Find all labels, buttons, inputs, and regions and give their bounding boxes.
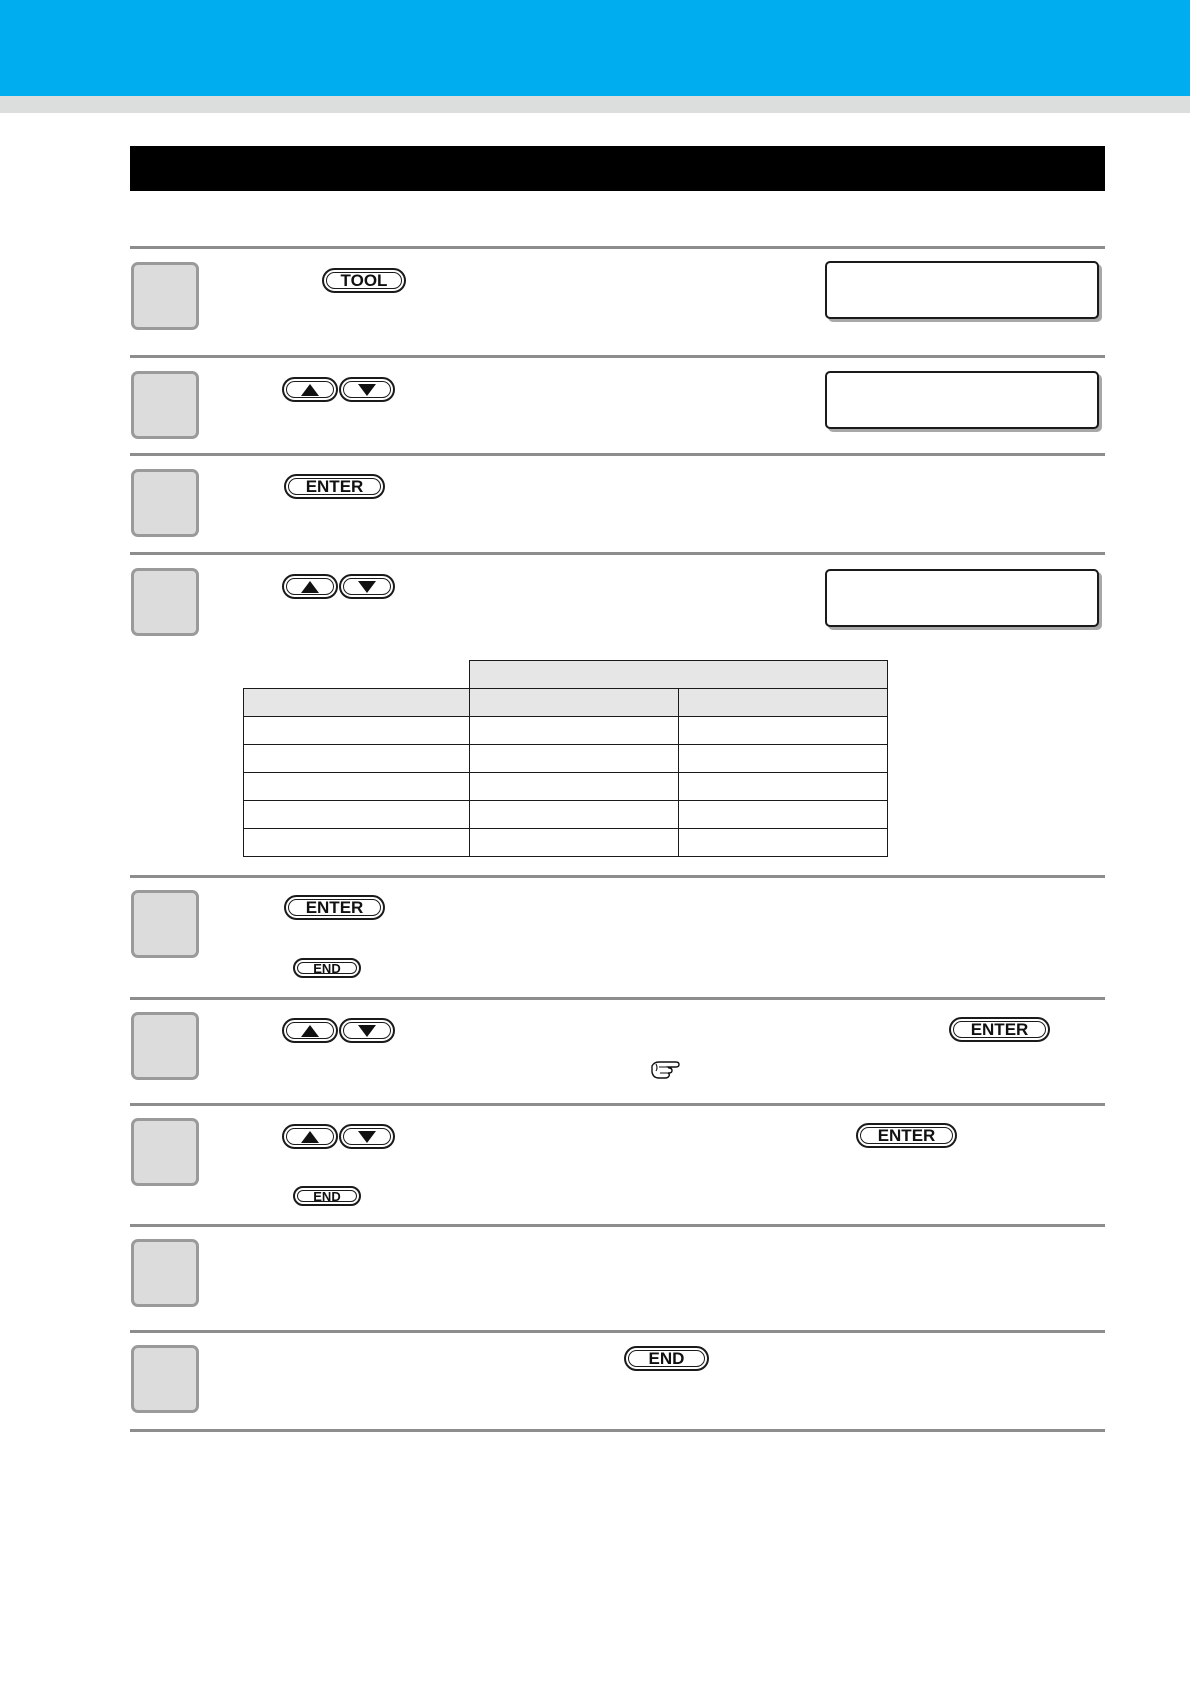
down-key[interactable] bbox=[339, 377, 395, 402]
header-band bbox=[0, 0, 1190, 96]
step-divider bbox=[130, 997, 1105, 1000]
step-number-box bbox=[131, 1118, 199, 1186]
down-key[interactable] bbox=[339, 1018, 395, 1043]
enter-key[interactable] bbox=[949, 1017, 1050, 1042]
lcd-display bbox=[825, 261, 1099, 319]
up-key[interactable] bbox=[282, 377, 338, 402]
table-cell bbox=[244, 661, 470, 689]
end-key[interactable] bbox=[624, 1346, 709, 1371]
table-row bbox=[244, 773, 888, 801]
step-number-box bbox=[131, 469, 199, 537]
table-row bbox=[244, 801, 888, 829]
table-row bbox=[244, 717, 888, 745]
step-divider bbox=[130, 552, 1105, 555]
down-key[interactable] bbox=[339, 574, 395, 599]
lcd-display bbox=[825, 569, 1099, 627]
triangle-down-icon bbox=[358, 581, 376, 593]
triangle-up-icon bbox=[301, 1025, 319, 1037]
enter-key-label: ENTER bbox=[305, 476, 364, 496]
up-key[interactable] bbox=[282, 574, 338, 599]
step-divider bbox=[130, 875, 1105, 878]
section-title-bar bbox=[130, 146, 1105, 191]
triangle-down-icon bbox=[358, 384, 376, 396]
enter-key[interactable] bbox=[284, 895, 385, 920]
triangle-up-icon bbox=[301, 1131, 319, 1143]
end-key[interactable] bbox=[293, 958, 361, 978]
step-number-box bbox=[131, 568, 199, 636]
end-key-label: END bbox=[313, 1188, 341, 1204]
enter-key-label: ENTER bbox=[877, 1125, 936, 1145]
step-number-box bbox=[131, 371, 199, 439]
lcd-display bbox=[825, 371, 1099, 429]
header-band-shadow bbox=[0, 96, 1190, 113]
table-row bbox=[244, 829, 888, 857]
tool-key-label: TOOL bbox=[340, 270, 388, 290]
step-divider bbox=[130, 355, 1105, 358]
table-header-cell bbox=[244, 689, 470, 717]
up-key[interactable] bbox=[282, 1124, 338, 1149]
step-number-box bbox=[131, 1012, 199, 1080]
step-number-box bbox=[131, 1239, 199, 1307]
step-divider bbox=[130, 1103, 1105, 1106]
enter-key[interactable] bbox=[284, 474, 385, 499]
step-number-box bbox=[131, 1345, 199, 1413]
triangle-down-icon bbox=[358, 1131, 376, 1143]
step-divider bbox=[130, 1330, 1105, 1333]
step-number-box bbox=[131, 890, 199, 958]
end-key[interactable] bbox=[293, 1186, 361, 1206]
enter-key-label: ENTER bbox=[970, 1019, 1029, 1039]
step-divider bbox=[130, 1429, 1105, 1432]
table-header-cell bbox=[470, 661, 888, 689]
triangle-up-icon bbox=[301, 581, 319, 593]
down-key[interactable] bbox=[339, 1124, 395, 1149]
up-key[interactable] bbox=[282, 1018, 338, 1043]
pointing-hand-icon bbox=[650, 1058, 682, 1080]
settings-table bbox=[243, 660, 888, 857]
end-key-label: END bbox=[648, 1348, 685, 1368]
enter-key[interactable] bbox=[856, 1123, 957, 1148]
table-header-cell bbox=[679, 689, 888, 717]
triangle-up-icon bbox=[301, 384, 319, 396]
enter-key-label: ENTER bbox=[305, 897, 364, 917]
triangle-down-icon bbox=[358, 1025, 376, 1037]
step-divider bbox=[130, 1224, 1105, 1227]
step-number-box bbox=[131, 262, 199, 330]
step-divider bbox=[130, 453, 1105, 456]
table-header-cell bbox=[470, 689, 679, 717]
tool-key[interactable] bbox=[322, 268, 406, 293]
table-row bbox=[244, 745, 888, 773]
step-divider bbox=[130, 246, 1105, 249]
end-key-label: END bbox=[313, 960, 341, 976]
